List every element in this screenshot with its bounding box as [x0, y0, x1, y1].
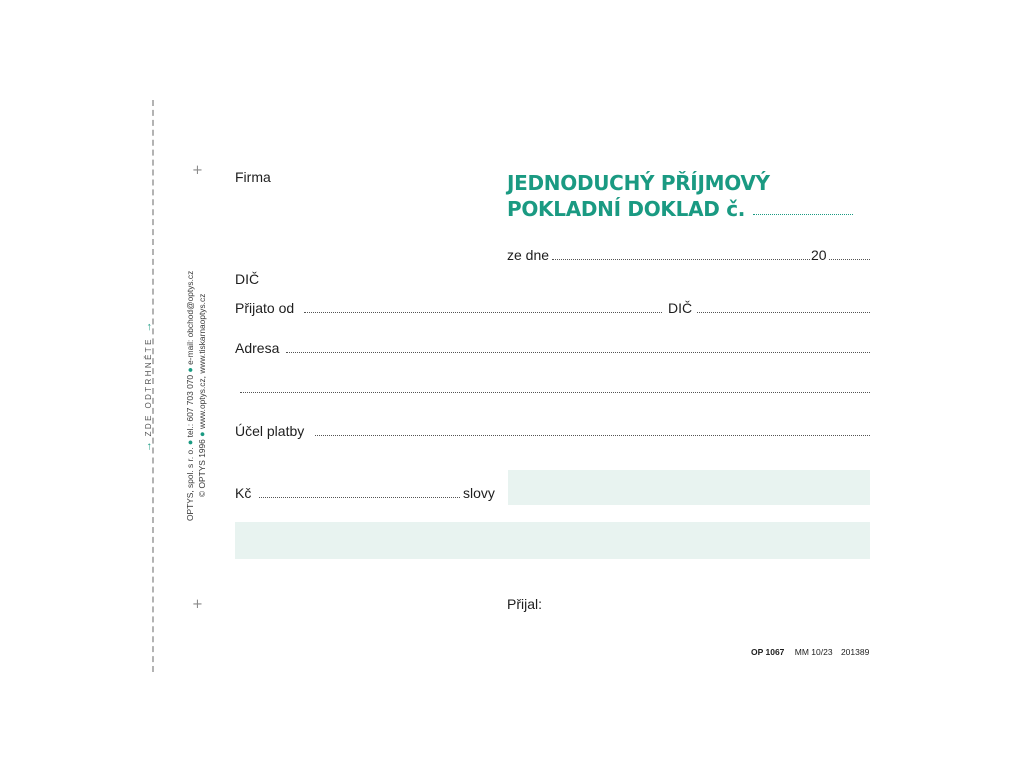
title-line-2	[507, 196, 853, 222]
dic2-field[interactable]	[697, 312, 870, 313]
dic2-label: DIČ	[668, 300, 693, 316]
document-number-field[interactable]	[753, 214, 853, 215]
publisher-company: OPTYS, spol. s r. o.	[185, 447, 195, 521]
amount-in-words-field-2[interactable]	[235, 522, 870, 559]
dic-label: DIČ	[235, 271, 260, 287]
received-from-label: Přijato od	[235, 300, 295, 316]
year-prefix: 20	[811, 247, 827, 263]
in-words-label: slovy	[463, 485, 495, 501]
crosshair-icon: +	[192, 163, 203, 178]
form-footer	[751, 647, 869, 657]
firma-label: Firma	[235, 169, 271, 185]
bullet-icon: ●	[185, 439, 195, 446]
form-number: 201389	[840, 647, 870, 657]
payment-purpose-label: Účel platby	[235, 423, 305, 439]
publisher-email: e-mail: obchod@optys.cz	[185, 270, 195, 365]
publisher-line-2	[197, 294, 207, 497]
date-label: ze dne	[507, 247, 550, 263]
bullet-icon: ●	[185, 367, 195, 373]
publisher-phone: tel.: 607 703 070	[185, 374, 195, 438]
title-line-2-text: POKLADNÍ DOKLAD č.	[507, 197, 746, 221]
form-code: OP 1067	[751, 647, 785, 657]
received-by-label: Přijal:	[507, 596, 543, 612]
received-from-field[interactable]	[304, 312, 662, 313]
address-field[interactable]	[286, 352, 870, 353]
arrow-right-icon: →	[142, 321, 154, 333]
tear-off-text: ZDE ODTRHNĚTE	[144, 337, 153, 437]
amount-label: Kč	[235, 485, 252, 501]
publisher-web: www.optys.cz, www.tiskarnaoptys.cz	[197, 293, 207, 430]
publisher-copyright: © OPTYS 1996	[197, 439, 207, 497]
document-title	[507, 170, 853, 222]
publisher-line-1	[185, 271, 195, 521]
payment-purpose-field[interactable]	[315, 435, 870, 436]
title-line-1: JEDNODUCHÝ PŘÍJMOVÝ	[507, 171, 770, 195]
amount-field[interactable]	[259, 497, 460, 498]
tear-off-label	[142, 322, 154, 452]
crosshair-icon: +	[192, 597, 203, 612]
address-field-2[interactable]	[240, 392, 870, 393]
bullet-icon: ●	[197, 431, 207, 437]
amount-in-words-field[interactable]	[508, 470, 870, 505]
year-field[interactable]	[829, 259, 870, 260]
form-revision: MM 10/23	[794, 647, 833, 657]
date-field[interactable]	[552, 259, 810, 260]
address-label: Adresa	[235, 340, 280, 356]
arrow-right-icon: →	[142, 441, 154, 452]
